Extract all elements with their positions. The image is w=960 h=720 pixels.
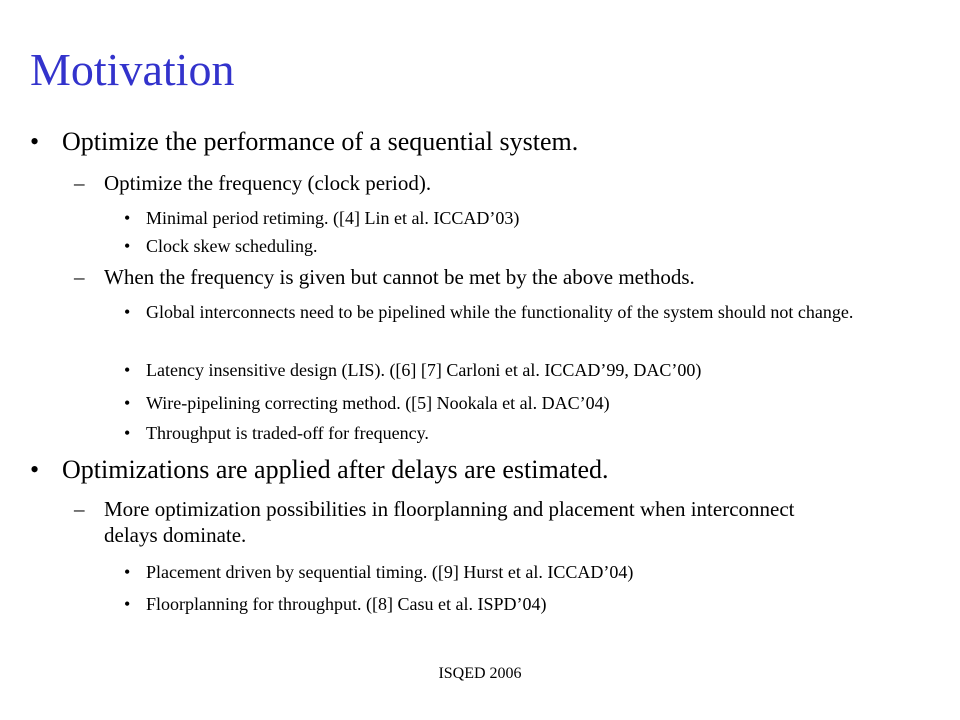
bullet-marker: •: [124, 594, 131, 614]
bullet-text: Latency insensitive design (LIS). ([6] [7] Carloni et al. ICCAD’99, DAC’00): [146, 360, 702, 380]
bullet-marker: •: [124, 393, 131, 413]
bullet-level3: [124, 358, 916, 382]
bullet-marker: •: [124, 423, 131, 443]
dash-marker: –: [74, 171, 85, 195]
bullet-level2: [74, 264, 924, 290]
bullet-text: Clock skew scheduling.: [146, 236, 318, 256]
dash-marker: –: [74, 497, 85, 521]
bullet-level3: [124, 206, 916, 230]
bullet-text: Wire-pipelining correcting method. ([5] Nookala et al. DAC’04): [146, 393, 610, 413]
bullet-text: Optimize the frequency (clock period).: [104, 171, 432, 195]
bullet-text: Floorplanning for throughput. ([8] Casu et al. ISPD’04): [146, 594, 547, 614]
bullet-level2: [74, 170, 924, 196]
slide-footer: ISQED 2006: [438, 665, 522, 682]
slide-title: Motivation: [30, 44, 235, 95]
bullet-marker: •: [30, 455, 40, 484]
bullet-marker: •: [124, 360, 131, 380]
bullet-level3: [124, 560, 916, 584]
bullet-level1: [30, 455, 922, 485]
bullet-text: Placement driven by sequential timing. ([9] Hurst et al. ICCAD’04): [146, 562, 634, 582]
bullet-marker: •: [124, 562, 131, 582]
bullet-text: Global interconnects need to be pipelined while the functionality of the system should not change.: [146, 302, 854, 322]
bullet-level1: [30, 127, 922, 157]
bullet-text: Optimizations are applied after delays are estimated.: [62, 455, 609, 484]
bullet-level2: [74, 496, 849, 548]
bullet-level3: [124, 592, 916, 616]
bullet-level3: [124, 391, 916, 415]
bullet-level3: [124, 421, 916, 445]
bullet-marker: •: [124, 208, 131, 228]
bullet-level3: [124, 300, 906, 324]
bullet-text: More optimization possibilities in floorplanning and placement when interconnect delays dominate.: [104, 497, 795, 547]
dash-marker: –: [74, 265, 85, 289]
bullet-marker: •: [124, 236, 131, 256]
bullet-text: When the frequency is given but cannot be met by the above methods.: [104, 265, 695, 289]
bullet-text: Optimize the performance of a sequential system.: [62, 127, 579, 156]
bullet-marker: •: [30, 127, 40, 156]
bullet-text: Minimal period retiming. ([4] Lin et al. ICCAD’03): [146, 208, 520, 228]
bullet-level3: [124, 234, 916, 258]
bullet-marker: •: [124, 302, 131, 322]
bullet-text: Throughput is traded-off for frequency.: [146, 423, 429, 443]
